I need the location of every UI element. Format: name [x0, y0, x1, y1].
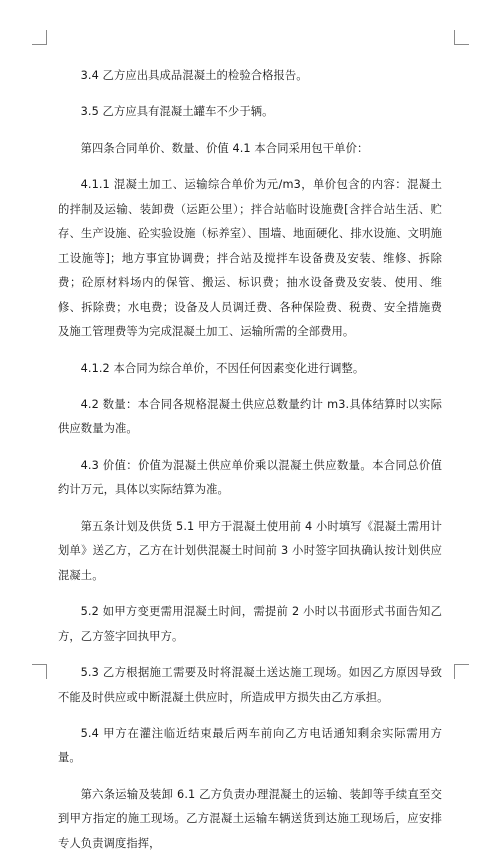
paragraph-4-1-1: 4.1.1 混凝土加工、运输综合单价为元/m3，单价包含的内容：混凝土的拌制及运输、装卸费（运距公里）；拌合站临时设施费[含拌合站生活、贮存、生产设施、砼实验设施（标养室）、围墙、地面硬化、排水设施、文明施工设施等]；地方事宜协调费；拌合站及搅拌车设备费及安装、维修、拆除费；砼原材料场内的保管、搬运、标识费；抽水设备费及安装、使用、维修、拆除费；水电费；设备及人员调迁费、各种保险费、税费、安全措施费及施工管理费等为完成混凝土加工、运输所需的全部费用。 [58, 178, 442, 339]
paragraph-article-5: 第五条计划及供货 5.1 甲方于混凝土使用前 4 小时填写《混凝土需用计划单》送乙方，乙方在计划供混凝土时间前 3 小时签字回执确认按计划供应混凝土。 [58, 519, 442, 582]
paragraph-4-1-2: 4.1.2 本合同为综合单价，不因任何因素变化进行调整。 [80, 361, 365, 375]
paragraph-4-3: 4.3 价值：价值为混凝土供应单价乘以混凝土供应数量。本合同总价值约计万元，具体以实际结算为准。 [58, 458, 442, 497]
paragraph-5-4: 5.4 甲方在灌注临近结束最后两车前向乙方电话通知剩余实际需用方量。 [58, 726, 442, 765]
paragraph-3-4: 3.4 乙方应出具成品混凝土的检验合格报告。 [80, 69, 308, 82]
document-body [58, 64, 442, 868]
crop-mark-bottom-right [454, 664, 469, 679]
crop-mark-top-right [454, 30, 469, 45]
paragraph-3-5: 3.5 乙方应具有混凝土罐车不少于辆。 [80, 105, 274, 119]
paragraph-5-3: 5.3 乙方根据施工需要及时将混凝土送达施工现场。如因乙方原因导致不能及时供应或中断混凝土供应时，所造成甲方损失由乙方承担。 [58, 666, 442, 704]
crop-mark-top-left [32, 30, 47, 45]
paragraph-5-2: 5.2 如甲方变更需用混凝土时间，需提前 2 小时以书面形式书面告知乙方，乙方签字回执甲方。 [58, 605, 442, 643]
paragraph-article-6: 第六条运输及装卸 6.1 乙方负责办理混凝土的运输、装卸等手续直至交到甲方指定的施工现场。乙方混凝土运输车辆送货到达施工现场后，应安排专人负责调度指挥， [58, 787, 442, 850]
crop-mark-bottom-left [32, 664, 47, 679]
paragraph-4-2: 4.2 数量：本合同各规格混凝土供应总数量约计 m3.具体结算时以实际供应数量为准。 [58, 397, 442, 436]
paragraph-article-4: 第四条合同单价、数量、价值 4.1 本合同采用包干单价： [80, 141, 369, 155]
